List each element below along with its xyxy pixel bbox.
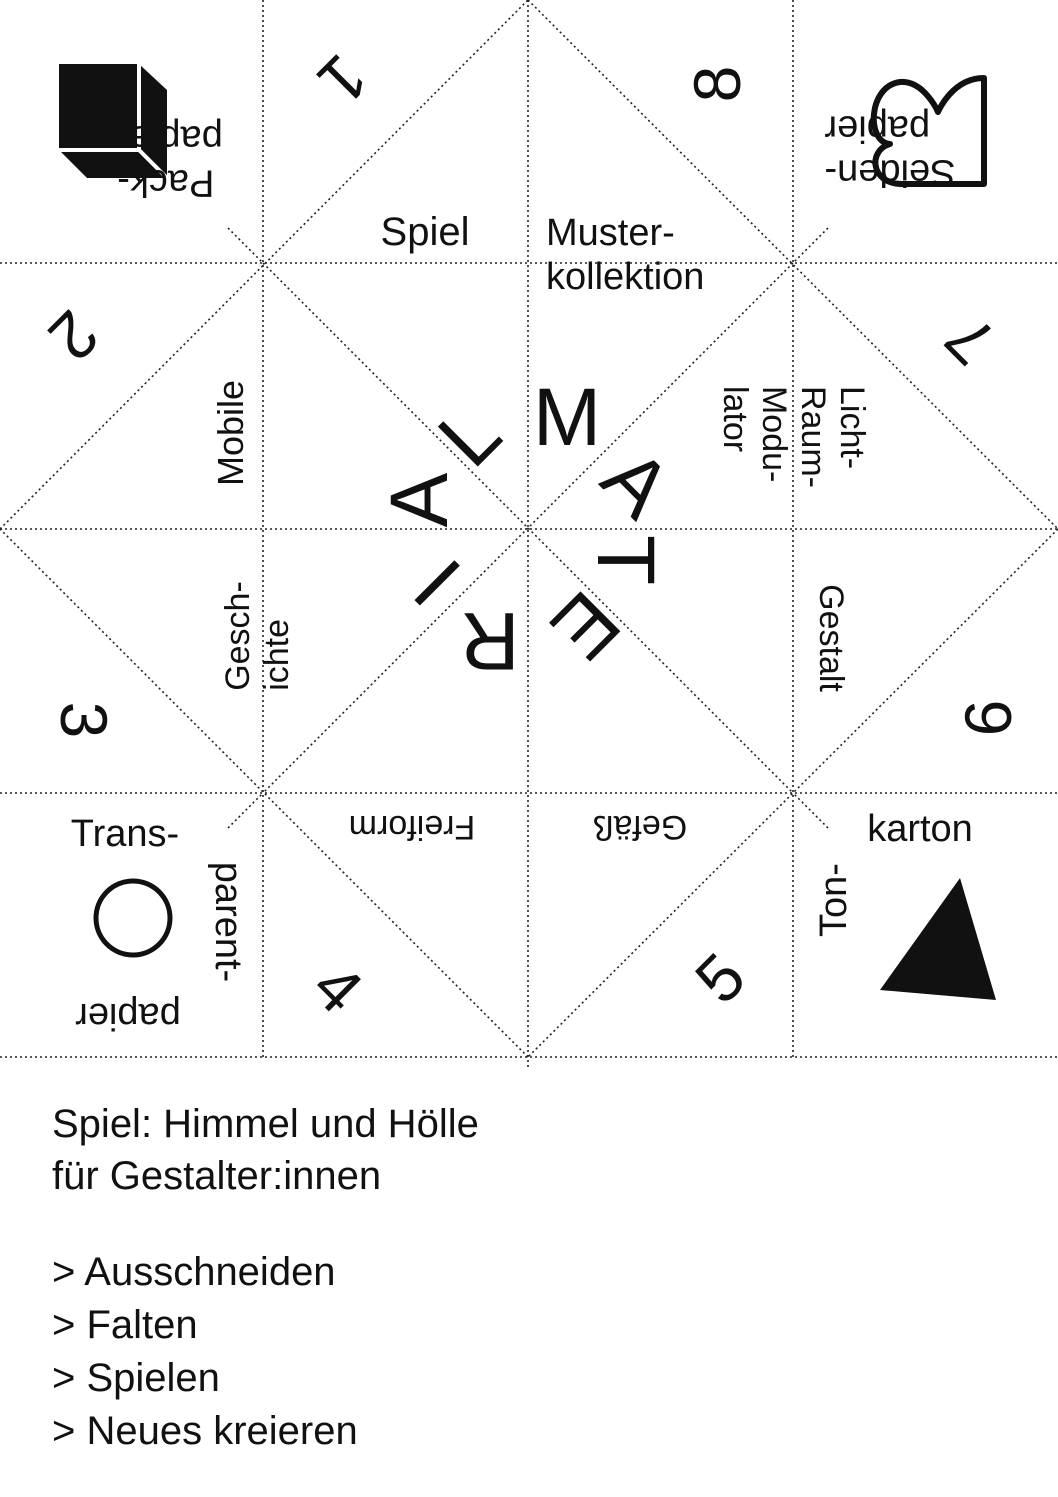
step-spielen: > Spielen: [52, 1356, 220, 1400]
material-tonkarton-top: karton: [867, 808, 973, 850]
center-letter-a-right: A: [584, 432, 688, 536]
step-ausschneiden: > Ausschneiden: [52, 1250, 336, 1294]
number-1: 1: [303, 40, 383, 120]
number-2: 2: [34, 296, 114, 376]
form-gefaess: Gefäß: [592, 808, 688, 846]
form-geschichte: Gesch- ichte: [218, 581, 296, 691]
number-8: 8: [680, 65, 754, 103]
form-licht-raum-modulator: Licht- Raum- Modu- lator: [715, 385, 872, 489]
material-transparent-top: Trans-: [70, 813, 180, 855]
center-letter-l: L: [421, 387, 518, 484]
step-falten: > Falten: [52, 1303, 198, 1347]
form-mobile: Mobile: [210, 379, 251, 487]
number-3: 3: [47, 701, 121, 739]
form-musterkollektion: Muster- kollektion: [546, 212, 705, 298]
triangle-icon: [876, 874, 1000, 1002]
number-4: 4: [298, 948, 378, 1028]
form-spiel: Spiel: [380, 210, 470, 254]
center-letter-a-left: A: [374, 472, 465, 528]
material-transparent-side: parent-: [207, 861, 249, 983]
number-7: 7: [930, 300, 1010, 380]
center-letter-i: I: [397, 542, 478, 623]
instructions-title-line2: für Gestalter:innen: [52, 1154, 382, 1198]
center-letter-t: T: [580, 534, 671, 586]
form-freiform: Freiform: [348, 808, 476, 846]
instructions-title-line1: Spiel: Himmel und Hölle: [52, 1102, 479, 1146]
center-letter-e: E: [533, 573, 637, 677]
instructions-steps: [52, 1246, 358, 1458]
number-5: 5: [680, 938, 760, 1018]
material-packpapier: Pack- papier: [117, 118, 223, 204]
material-tonkarton-side: Ton-: [813, 863, 855, 937]
center-letter-m: M: [532, 372, 602, 463]
form-gestalt: Gestalt: [812, 584, 850, 692]
material-transparent-bottom: papier: [75, 995, 181, 1037]
step-neues-kreieren: > Neues kreieren: [52, 1409, 358, 1453]
center-letter-r: R: [460, 595, 520, 686]
circle-icon: [91, 876, 175, 960]
material-seidenpapier: Seiden- papier: [824, 108, 956, 194]
number-6: 6: [951, 699, 1025, 737]
